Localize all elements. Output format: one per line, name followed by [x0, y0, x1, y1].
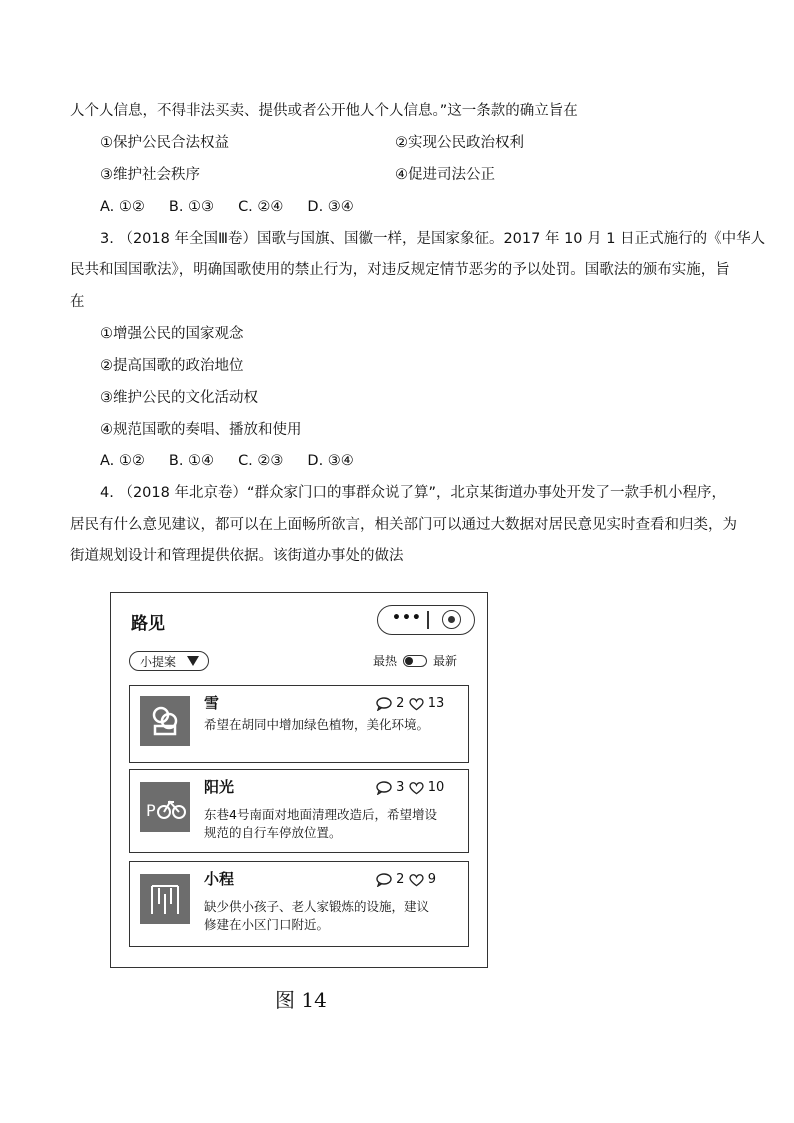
post-card: [129, 769, 469, 853]
q4-line-3: 街道规划设计和管理提供依据。该街道办事处的做法: [70, 548, 404, 564]
comment-count: 3: [396, 780, 405, 795]
heart-icon: [409, 697, 424, 711]
q2-choice-d: D. ③④: [307, 199, 354, 215]
post-stats: [376, 696, 444, 711]
q2-choice-c: C. ②④: [238, 199, 284, 215]
sort-toggle: [373, 651, 457, 671]
q3-choice-c: C. ②③: [238, 453, 284, 469]
post-stats: [376, 780, 444, 795]
q2-choice-b: B. ①③: [168, 199, 215, 215]
q2-option-1: ①保护公民合法权益: [100, 135, 229, 151]
comment-icon: [376, 873, 392, 887]
like-count: 9: [427, 872, 436, 887]
q3-choices: [100, 451, 378, 471]
comment-icon: [376, 781, 392, 795]
sort-hot-label: 最热: [373, 654, 398, 668]
q3-line-3: 在: [70, 294, 85, 310]
q2-choice-a: A. ①②: [100, 199, 145, 215]
post-message-line: 修建在小区门口附近。: [204, 917, 330, 932]
mini-program-capsule: [377, 605, 475, 635]
like-count: 13: [427, 696, 445, 711]
post-message-line: 缺少供小孩子、老人家锻炼的设施，建议: [204, 899, 430, 914]
q3-line-2: 民共和国国歌法》，明确国歌使用的禁止行为，对违反规定情节恶劣的予以处罚。国歌法的颁布实施，旨: [70, 262, 730, 278]
like-count: 10: [427, 780, 445, 795]
q2-option-2: ②实现公民政治权利: [395, 135, 524, 151]
heart-icon: [409, 781, 424, 795]
post-message-line: 规范的自行车停放位置。: [204, 825, 342, 840]
q3-option-3: ③维护公民的文化活动权: [100, 390, 258, 406]
q2-option-4: ④促进司法公正: [395, 167, 495, 183]
heart-icon: [409, 873, 424, 887]
more-menu-icon: •••: [392, 610, 422, 626]
tree-icon: [140, 696, 190, 746]
svg-text:P: P: [146, 801, 156, 820]
post-message-line: 希望在胡同中增加绿色植物，美化环境。: [204, 717, 430, 732]
q2-option-3: ③维护社会秩序: [100, 167, 200, 183]
close-target-icon: [442, 610, 461, 629]
toggle-switch-icon: [403, 655, 427, 667]
filter-dropdown: [129, 651, 209, 671]
q2-choices: [100, 197, 378, 217]
comment-count: 2: [396, 696, 405, 711]
q3-option-2: ②提高国歌的政治地位: [100, 358, 244, 374]
post-stats: [376, 872, 436, 887]
comment-icon: [376, 697, 392, 711]
q3-option-4: ④规范国歌的奏唱、播放和使用: [100, 422, 302, 438]
q2-stem-tail: 人个人信息，不得非法买卖、提供或者公开他人个人信息。”这一条款的确立旨在: [70, 103, 578, 119]
post-username: 雪: [204, 694, 220, 712]
figure-app-screenshot: [110, 592, 488, 968]
post-card: [129, 685, 469, 763]
q3-choice-a: A. ①②: [100, 453, 145, 469]
q3-option-1: ①增强公民的国家观念: [100, 326, 244, 342]
sort-new-label: 最新: [433, 654, 458, 668]
comment-count: 2: [396, 872, 405, 887]
q3-choice-b: B. ①④: [168, 453, 215, 469]
post-username: 小程: [204, 870, 235, 888]
fitness-icon: [140, 874, 190, 924]
capsule-divider: [427, 611, 429, 629]
post-card: [129, 861, 469, 947]
figure-caption: 图 14: [275, 988, 327, 1012]
q4-line-1: 4. （2018 年北京卷）“群众家门口的事群众说了算”，北京某街道办事处开发了一款手机小程序，: [100, 485, 726, 501]
app-title: 路见: [131, 614, 165, 634]
q3-line-1: 3. （2018 年全国Ⅲ卷）国歌与国旗、国徽一样，是国家象征。2017 年 10 月 1 日正式施行的《中华人: [100, 231, 766, 247]
post-username: 阳光: [204, 778, 235, 796]
bicycle-parking-icon: [140, 782, 190, 832]
q3-choice-d: D. ③④: [307, 453, 354, 469]
q4-line-2: 居民有什么意见建议，都可以在上面畅所欲言，相关部门可以通过大数据对居民意见实时查看和归类，为: [70, 517, 737, 533]
post-message-line: 东巷4号南面对地面清理改造后，希望增设: [204, 807, 437, 822]
filter-label: 小提案: [140, 655, 177, 669]
triangle-down-icon: [187, 656, 199, 666]
